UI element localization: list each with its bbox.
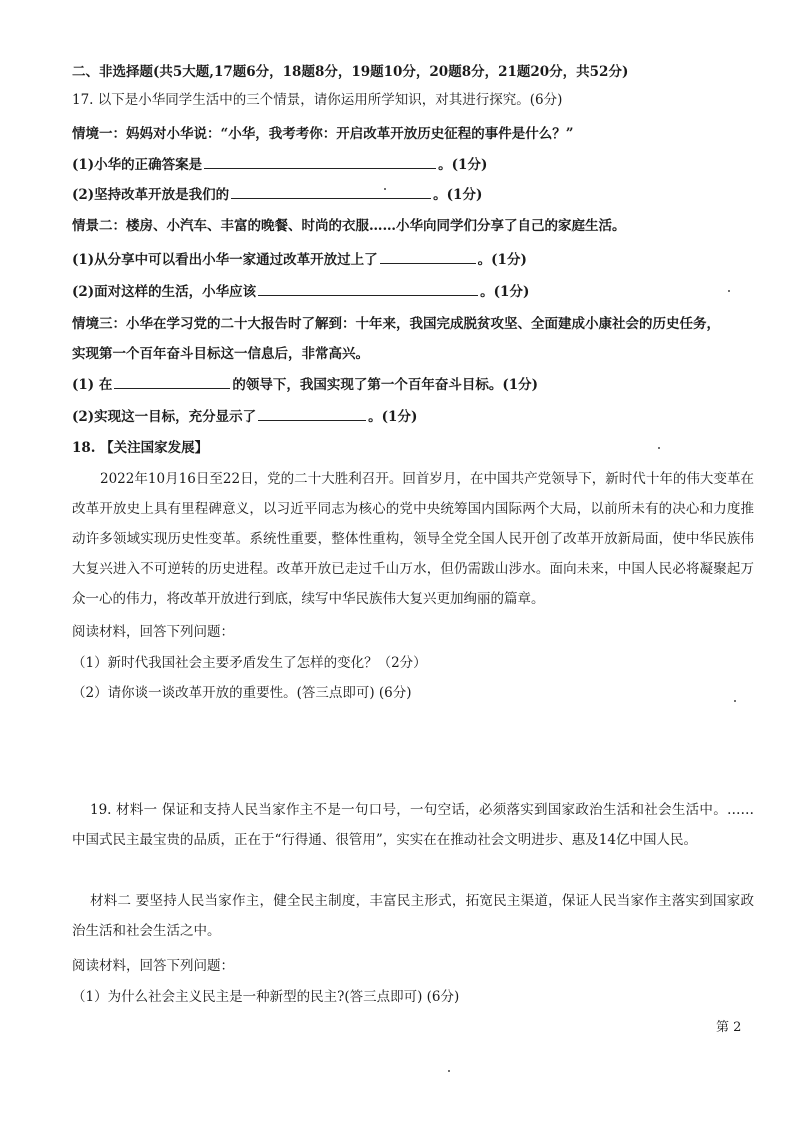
answer-blank[interactable] (258, 281, 478, 296)
q19-prompt: 阅读材料，回答下列问题： (72, 958, 234, 974)
q17-scene3-line2: 实现第一个百年奋斗目标这一信息后，非常高兴。 (72, 346, 369, 362)
q17-s3-item1-suffix: 的领导下，我国实现了第一个百年奋斗目标。(1分) (232, 377, 539, 393)
q19-material-2: 材料二 要坚持人民当家作主，健全民主制度，丰富民主形式，拓宽民主渠道，保证人民当家作主落实到国家政治生活和社会生活之中。 (72, 893, 754, 939)
answer-blank[interactable] (258, 406, 366, 421)
q17-s2-item1 (72, 249, 754, 270)
scan-speck (728, 290, 730, 292)
q17-s2-item1-prefix: (1)从分享中可以看出小华一家通过改革开放过上了 (72, 252, 378, 268)
q17-s1-item2-prefix: (2)坚持改革开放是我们的 (72, 187, 230, 203)
q17-s2-item2-prefix: (2)面对这样的生活，小华应该 (72, 284, 257, 300)
q17-s1-item2-suffix: 。(1分) (433, 187, 483, 203)
scan-speck (448, 1070, 450, 1072)
q17-s2-item1-suffix: 。(1分) (477, 252, 527, 268)
q17-s2-item2 (72, 281, 754, 302)
q17-scene1: 情境一：妈妈对小华说：“小华，我考考你：开启改革开放历史征程的事件是什么？” (72, 126, 574, 142)
q17-s3-item1 (72, 374, 754, 395)
q18-title: 18. 【关注国家发展】 (72, 440, 209, 456)
answer-blank[interactable] (231, 184, 431, 199)
q18-material: 2022年10月16日至22日，党的二十大胜利召开。回首岁月，在中国共产党领导下，新时代十年的伟大变革在改革开放史上具有里程碑意义，以习近平同志为核心的党中央统筹国内国际两个大局，以前所未有的决心和力度推动许多领域实现历史性变革。系统性重要，整体性重构，领导全党全国人民开创了改革开放新局面，使中华民族伟大复兴进入不可逆转的历史进程。改革开放已走过千山万水，但仍需跋山涉水。面向未来，中国人民必将凝聚起万众一心的伟力，将改革开放进行到底，续写中华民族伟大复兴更加绚丽的篇章。 (72, 471, 754, 607)
q17-s1-item1-suffix: 。(1分) (438, 157, 488, 173)
q17-s1-item2 (72, 184, 754, 205)
q17-s1-item1 (72, 154, 754, 175)
q18-question-2: （2）请你谈一谈改革开放的重要性。(答三点即可) (6分) (72, 685, 412, 701)
answer-blank[interactable] (204, 154, 436, 169)
q17-scene3-line1: 情境三：小华在学习党的二十大报告时了解到：十年来，我国完成脱贫攻坚、全面建成小康社会的历史任务， (72, 316, 720, 332)
scan-speck (658, 447, 660, 449)
q17-intro: 17. 以下是小华同学生活中的三个情景，请你运用所学知识，对其进行探究。(6分) (72, 92, 563, 108)
answer-blank[interactable] (114, 374, 230, 389)
q18-question-1: （1）新时代我国社会主要矛盾发生了怎样的变化？（2分） (72, 655, 427, 671)
q17-s3-item1-prefix: (1) 在 (72, 377, 113, 393)
q17-s3-item2 (72, 406, 754, 427)
section-header: 二、非选择题(共5大题,17题6分，18题8分，19题10分，20题8分，21题20分，共52分) (72, 64, 629, 80)
q19-question-1: （1）为什么社会主义民主是一种新型的民主?(答三点即可) (6分) (72, 989, 460, 1005)
scan-speck (384, 188, 386, 190)
q17-s3-item2-prefix: (2)实现这一目标，充分显示了 (72, 409, 257, 425)
scan-speck (734, 700, 736, 702)
page-number: 第 2 (716, 1020, 742, 1035)
q17-scene2: 情景二：楼房、小汽车、丰富的晚餐、时尚的衣服……小华向同学们分享了自己的家庭生活。 (72, 218, 626, 234)
q17-s1-item1-prefix: (1)小华的正确答案是 (72, 157, 203, 173)
answer-blank[interactable] (380, 249, 476, 264)
q18-prompt: 阅读材料，回答下列问题： (72, 624, 234, 640)
q17-s3-item2-suffix: 。(1分) (368, 409, 418, 425)
q17-s2-item2-suffix: 。(1分) (480, 284, 530, 300)
q19-material-1: 19. 材料一 保证和支持人民当家作主不是一句口号，一句空话，必须落实到国家政治生活和社会生活中。……中国式民主最宝贵的品质，正在于“行得通、很管用”，实实在在推动社会文明进步、惠及14亿中国人民。 (72, 802, 754, 848)
